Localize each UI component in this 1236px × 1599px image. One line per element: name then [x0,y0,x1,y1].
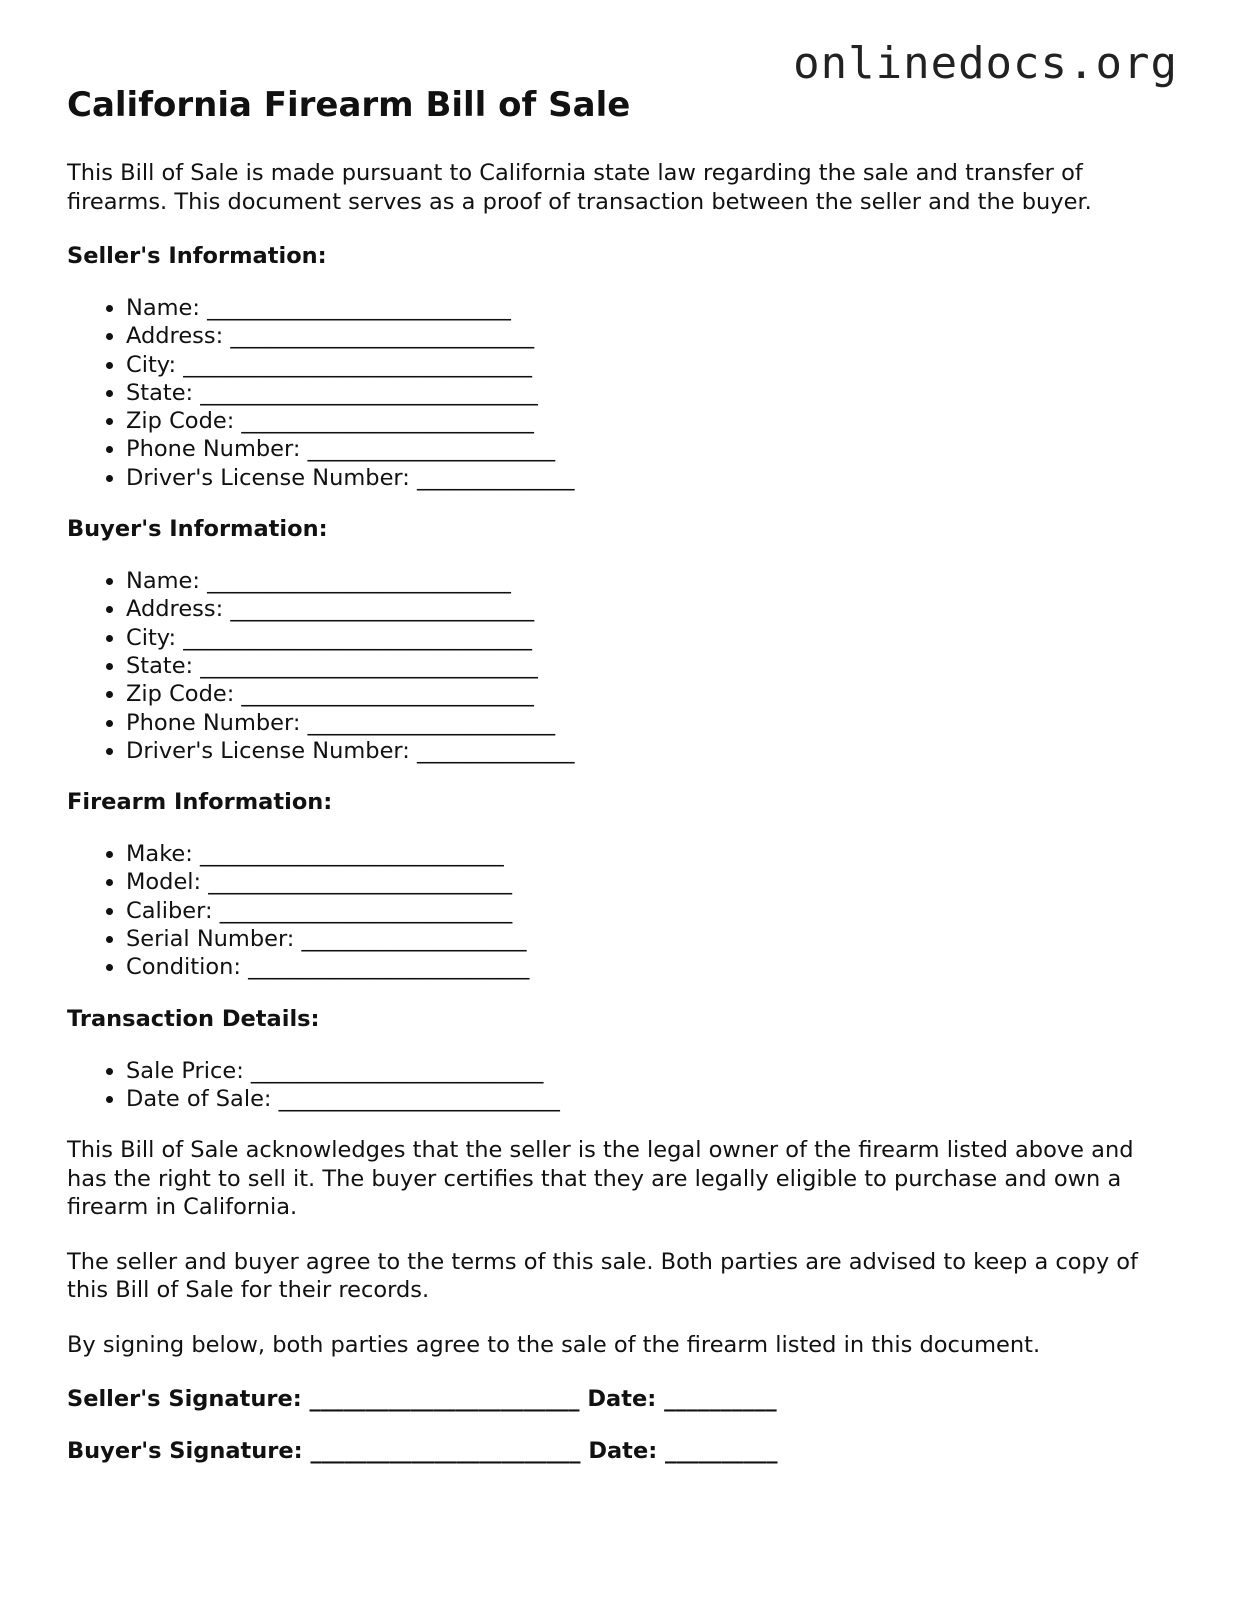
sale-price-field: • Sale Price: __________________________ [126,1057,1177,1085]
firearm-make-field: • Make: ___________________________ [126,840,1177,868]
buyer-phone-field: • Phone Number: ______________________ [126,709,1177,737]
firearm-caliber-field: • Caliber: __________________________ [126,897,1177,925]
acknowledgement-paragraph: This Bill of Sale acknowledges that the seller is the legal owner of the firearm listed above and has the right to sell it. The buyer certifies that they are legally eligible to purchase and own a firearm in California. [67,1137,1134,1221]
agreement-paragraph: The seller and buyer agree to the terms of this sale. Both parties are advised to keep a copy of this Bill of Sale for their records. [67,1248,1138,1304]
document-title: California Firearm Bill of Sale [67,85,631,125]
buyer-info-list [67,567,1177,765]
buyer-license-field: • Driver's License Number: ______________ [126,737,1177,765]
buyer-zip-field: • Zip Code: __________________________ [126,680,1177,708]
buyer-city-field: • City: _______________________________ [126,624,1177,652]
buyer-signature-line: Buyer's Signature: ________________________ Date: __________ [67,1438,778,1465]
seller-signature-line: Seller's Signature: ________________________ Date: __________ [67,1386,777,1413]
seller-info-heading: Seller's Information: [67,243,327,269]
firearm-model-field: • Model: ___________________________ [126,868,1177,896]
transaction-heading: Transaction Details: [67,1005,320,1032]
buyer-name-field: • Name: ___________________________ [126,567,1177,595]
buyer-state-field: • State: ______________________________ [126,652,1177,680]
seller-name-field: • Name: ___________________________ [126,294,1177,322]
buyer-address-field: • Address: ___________________________ [126,595,1177,623]
seller-address-field: • Address: ___________________________ [126,322,1177,350]
buyer-info-heading: Buyer's Information: [67,516,328,543]
firearm-serial-field: • Serial Number: ____________________ [126,925,1177,953]
seller-license-field: • Driver's License Number: ______________ [126,464,1177,492]
intro-paragraph: This Bill of Sale is made pursuant to California state law regarding the sale and transfer of firearms. This document serves as a proof of transaction between the seller and the buyer. [67,160,1092,215]
watermark-logo: onlinedocs.org [793,38,1178,89]
firearm-info-heading: Firearm Information: [67,789,333,816]
firearm-condition-field: • Condition: _________________________ [126,953,1177,981]
seller-zip-field: • Zip Code: __________________________ [126,407,1177,435]
document-body [67,82,1177,1489]
seller-state-field: • State: ______________________________ [126,379,1177,407]
seller-phone-field: • Phone Number: ______________________ [126,435,1177,463]
signing-paragraph: By signing below, both parties agree to the sale of the firearm listed in this document. [67,1331,1041,1358]
firearm-info-list [67,840,1177,981]
sale-date-field: • Date of Sale: _________________________ [126,1085,1177,1113]
seller-info-list [67,294,1177,492]
seller-city-field: • City: _______________________________ [126,351,1177,379]
transaction-list [67,1057,1177,1114]
